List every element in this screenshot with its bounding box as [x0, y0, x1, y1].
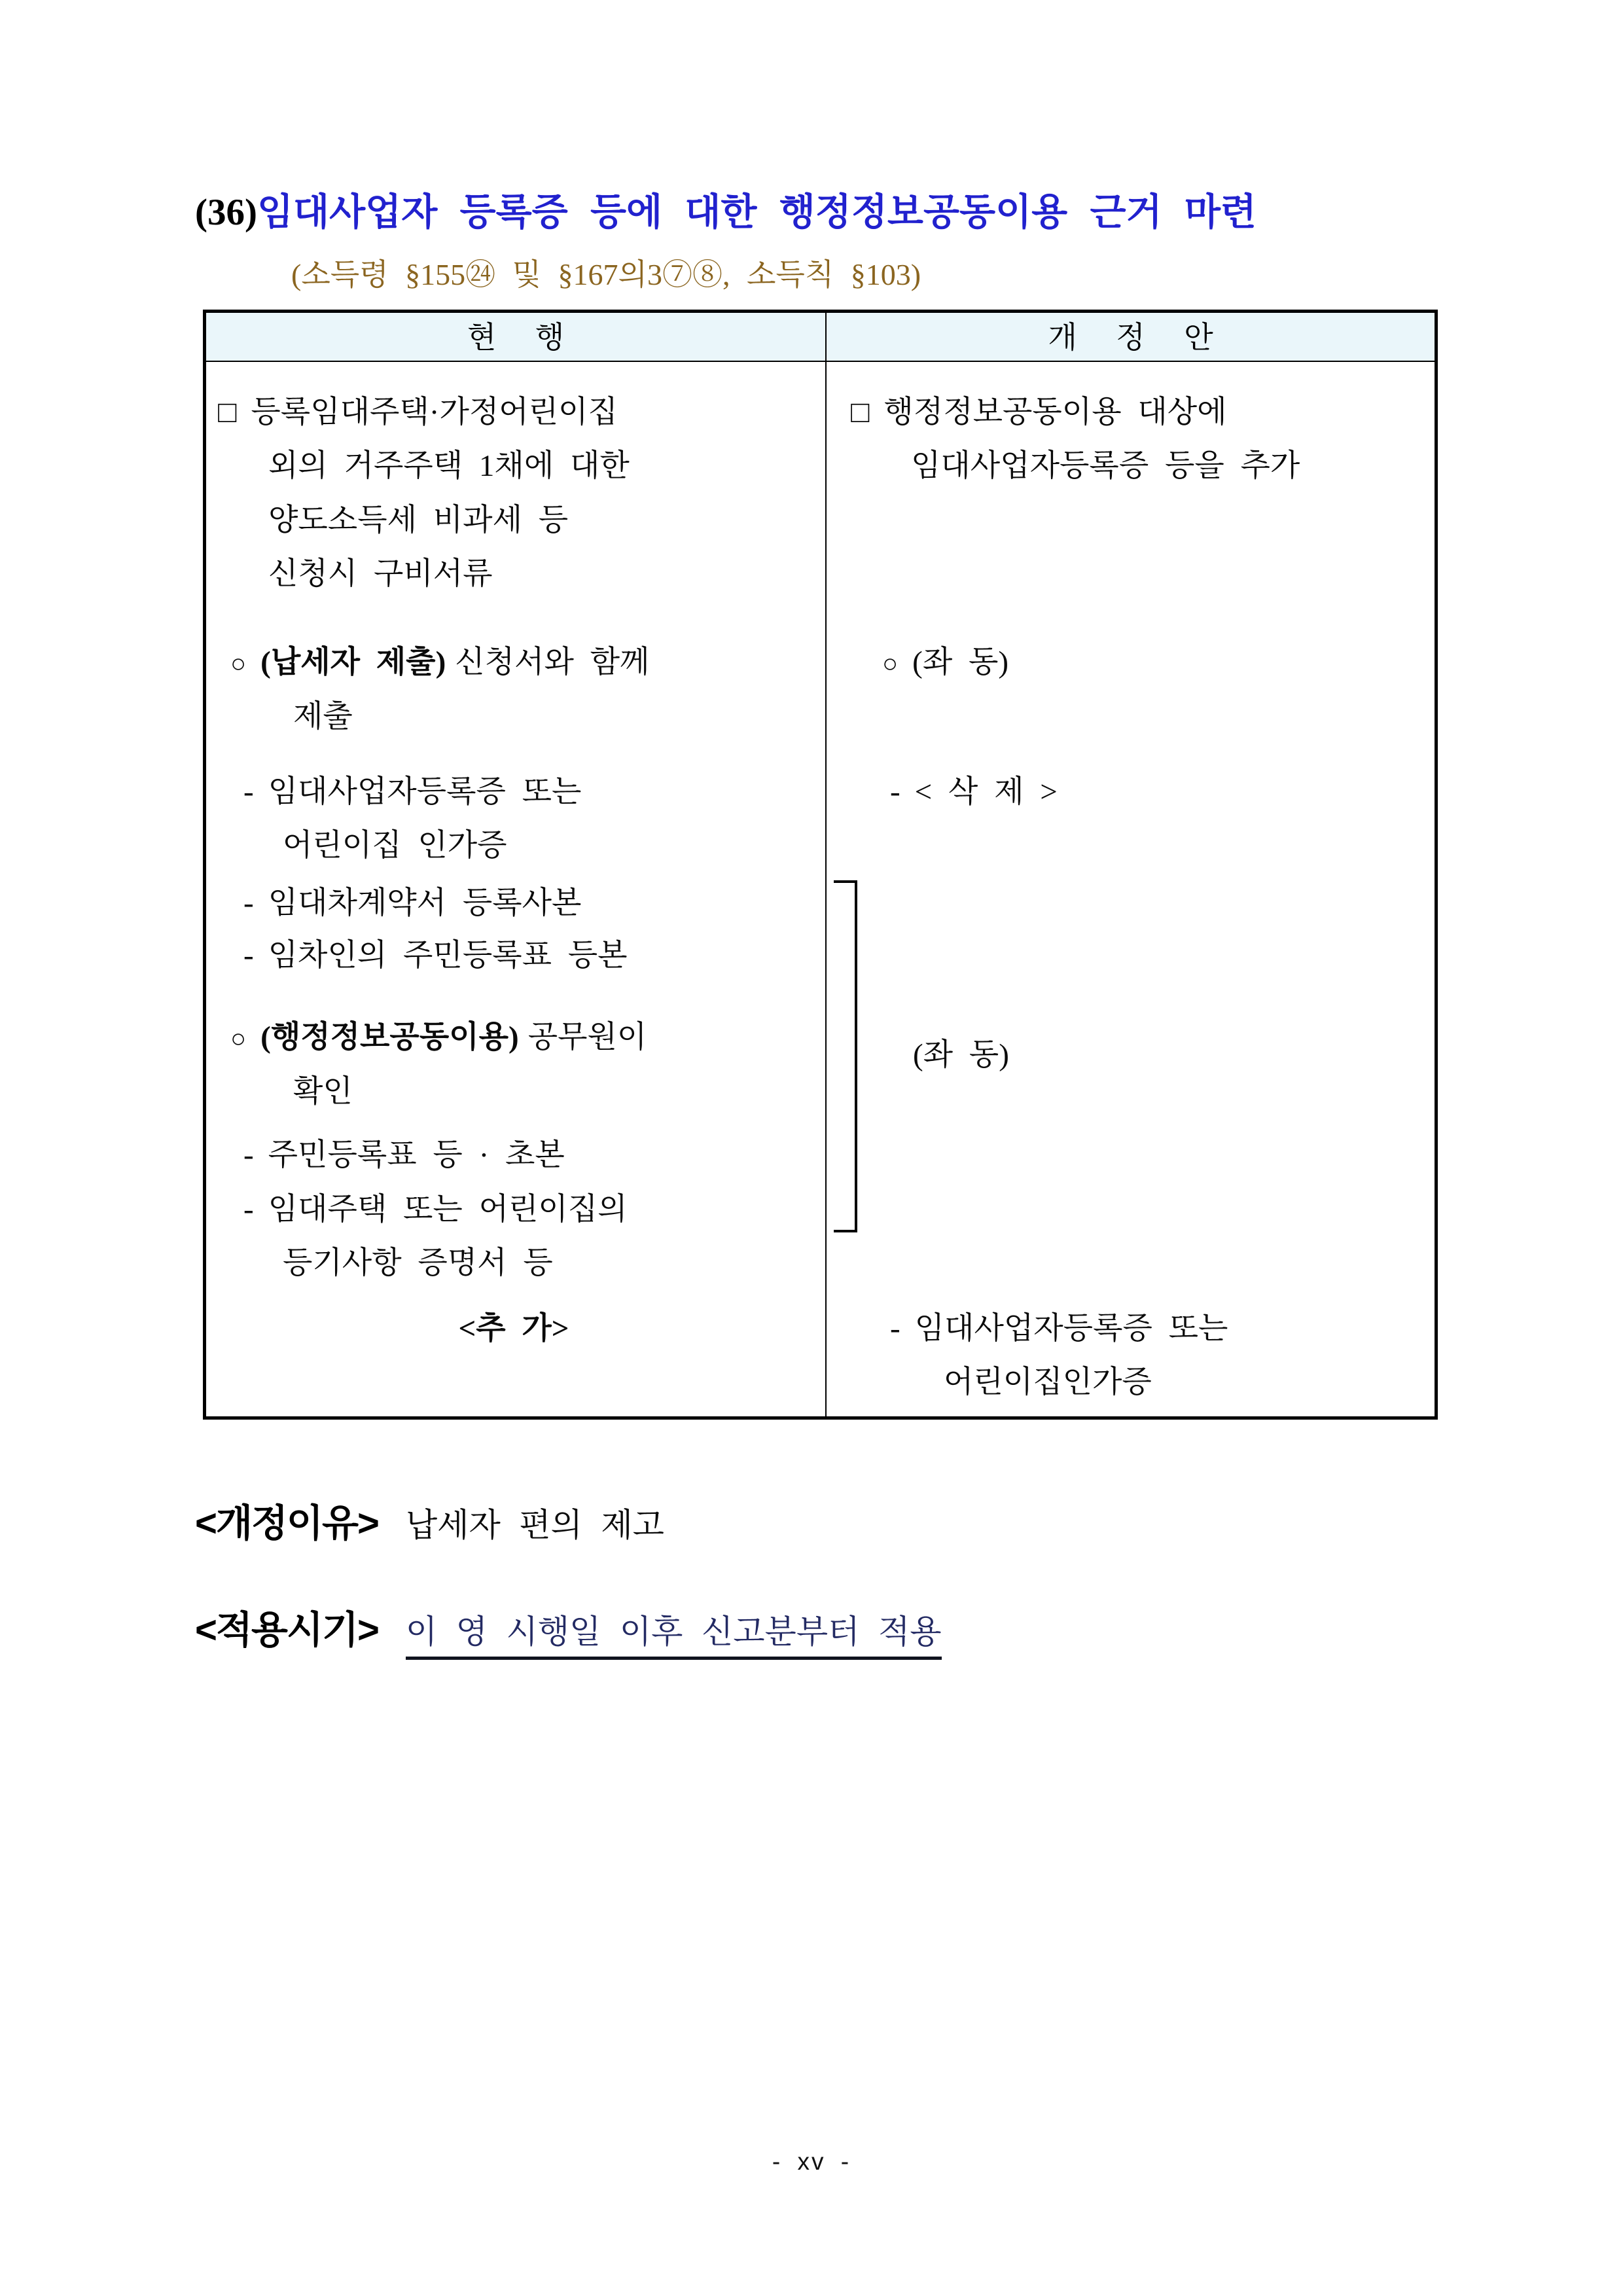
table-row-current: 어린이집 인가증 — [283, 829, 507, 863]
dash-bullet-glyph: - — [243, 1138, 254, 1172]
checkbox-glyph: □ — [218, 395, 237, 429]
circle-bullet-glyph: ○ — [230, 649, 247, 678]
table-header-row — [206, 313, 1435, 362]
revision-reason-text: 납세자 편의 제고 — [405, 1507, 664, 1543]
dash-bullet-glyph: - — [243, 775, 254, 809]
circle-bullet-glyph: ○ — [882, 649, 899, 678]
table-row-current: ○ (행정정보공동이용) 공무원이 — [230, 1020, 647, 1054]
table-row-revised: ○ (좌 동) — [882, 645, 1009, 679]
title-text: 임대사업자 등록증 등에 대한 행정정보공동이용 근거 마련 — [257, 192, 1257, 233]
table-row-revised: 어린이집인가증 — [944, 1365, 1152, 1399]
page-number: - xv - — [772, 2148, 851, 2175]
apply-date-section — [195, 1607, 942, 1664]
apply-date-label: <적용시기> — [195, 1609, 378, 1651]
header-revised: 개 정 안 — [1048, 321, 1213, 354]
same-as-left-note: (좌 동) — [913, 1038, 1009, 1072]
table-row-current: - 임차인의 주민등록표 등본 — [243, 939, 628, 973]
revision-reason-label: <개정이유> — [195, 1502, 378, 1545]
table-row-current: - 임대주택 또는 어린이집의 — [243, 1193, 628, 1227]
table-row-revised: - 임대사업자등록증 또는 — [890, 1312, 1228, 1346]
table-row-current: - 주민등록표 등 · 초본 — [243, 1138, 565, 1172]
table-row-current: 등기사항 증명서 등 — [283, 1246, 553, 1280]
dash-bullet-glyph: - — [890, 1312, 901, 1346]
group-bracket — [834, 880, 857, 1232]
revision-reason-section — [195, 1500, 664, 1557]
table-row-current: ○ (납세자 제출) 신청서와 함께 — [230, 645, 650, 679]
column-divider — [825, 313, 827, 1416]
table-row-current: 신청시 구비서류 — [268, 557, 493, 591]
deleted-placeholder: - < 삭 제 > — [890, 775, 1058, 809]
header-current: 현 행 — [467, 321, 565, 354]
dash-bullet-glyph: - — [243, 1193, 254, 1227]
table-row-current: 외의 거주주택 1채에 대한 — [268, 449, 630, 483]
added-placeholder: <추 가> — [458, 1312, 569, 1346]
table-row-current: - 임대차계약서 등록사본 — [243, 886, 582, 920]
table-row-current: 확인 — [293, 1075, 353, 1109]
table-row-current: □ 등록임대주택·가정어린이집 — [218, 395, 618, 429]
dash-bullet-glyph: - — [890, 775, 901, 809]
page-title — [195, 191, 1257, 234]
item-number: (36) — [195, 192, 257, 233]
checkbox-glyph: □ — [851, 395, 870, 429]
statute-reference: (소득령 §155㉔ 및 §167의3⑦⑧, 소득칙 §103) — [291, 258, 921, 291]
table-row-current: - 임대사업자등록증 또는 — [243, 775, 582, 809]
dash-bullet-glyph: - — [243, 939, 254, 973]
table-row-revised: □ 행정정보공동이용 대상에 — [851, 395, 1227, 429]
table-row-current: 양도소득세 비과세 등 — [268, 503, 569, 537]
circle-bullet-glyph: ○ — [230, 1024, 247, 1053]
table-row-revised: 임대사업자등록증 등을 추가 — [911, 449, 1300, 483]
dash-bullet-glyph: - — [243, 886, 254, 920]
apply-date-text: 이 영 시행일 이후 신고분부터 적용 — [406, 1613, 942, 1660]
table-row-current: 제출 — [293, 700, 353, 734]
